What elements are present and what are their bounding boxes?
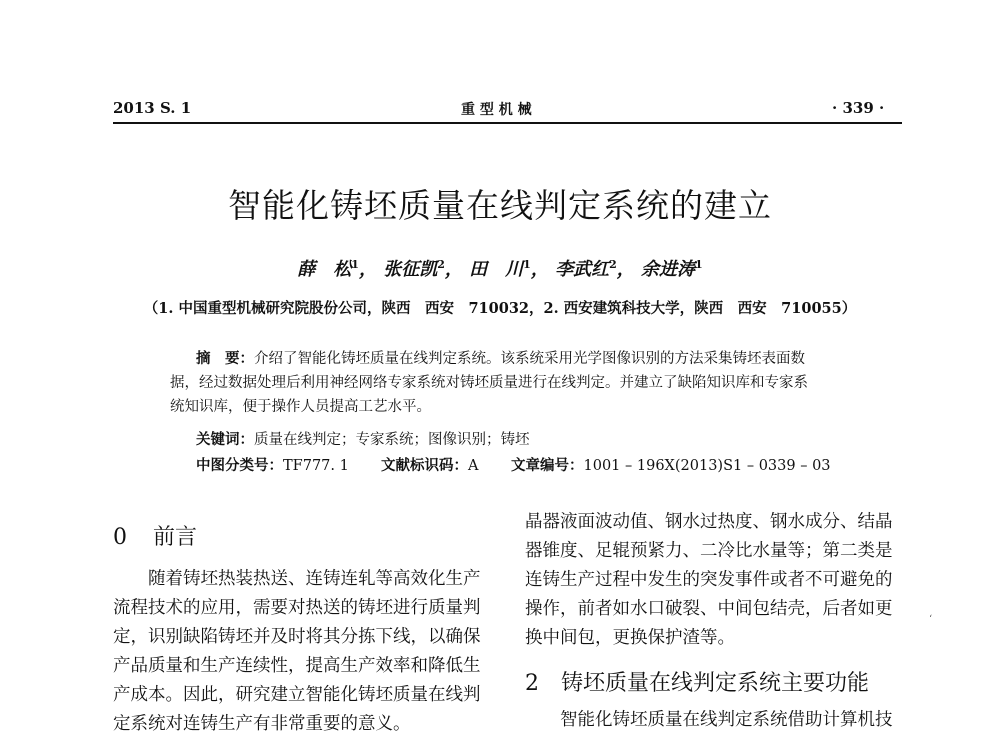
keywords xyxy=(196,428,530,452)
author-name: 张征凯 xyxy=(383,259,438,280)
author-affil-mark: 2 xyxy=(437,258,445,271)
section-number: 0 xyxy=(113,525,127,550)
author-name: 李武红 xyxy=(555,259,610,280)
doc-label: 文献标识码： xyxy=(381,457,468,474)
body-line: 定，识别缺陷铸坯并及时将其分拣下线，以确保 xyxy=(113,627,481,647)
author-name: 薛 松 xyxy=(297,259,352,280)
author-name: 田 川 xyxy=(469,259,524,280)
margin-mark: ʻ xyxy=(929,614,933,625)
abstract-line-2: 据，经过数据处理后利用神经网络专家系统对铸坯质量进行在线判定。并建立了缺陷知识库和专家系 xyxy=(170,375,808,391)
author-affil-mark: 1 xyxy=(523,258,531,271)
clc-value: TF777. 1 xyxy=(283,458,349,474)
author-affil-mark: 2 xyxy=(609,258,617,271)
section-title: 前言 xyxy=(153,525,198,550)
section-2-body-line: 智能化铸坯质量在线判定系统借助计算机技 xyxy=(560,710,893,730)
affiliation: （1. 中国重型机械研究院股份公司，陕西 西安 710032，2. 西安建筑科技大学，陕西 西安 710055） xyxy=(143,300,857,317)
abstract-label: 摘 要： xyxy=(196,350,254,367)
art-value: 1001 – 196X(2013)S1 – 0339 – 03 xyxy=(583,458,831,474)
section-0-body xyxy=(113,565,491,739)
header-page-number: · 339 · xyxy=(832,99,885,117)
body-line: 产成本。因此，研究建立智能化铸坯质量在线判 xyxy=(113,685,481,705)
section-number: 2 xyxy=(525,671,539,696)
header-rule xyxy=(113,122,902,124)
right-column-body xyxy=(525,508,903,653)
paper-title: 智能化铸坯质量在线判定系统的建立 xyxy=(228,186,772,225)
abstract-text: 介绍了智能化铸坯质量在线判定系统。该系统采用光学图像识别的方法采集铸坯表面数 xyxy=(254,351,805,367)
body-line: 连铸生产过程中发生的突发事件或者不可避免的 xyxy=(525,570,893,590)
clc-number xyxy=(196,454,349,478)
clc-label: 中图分类号： xyxy=(196,457,283,474)
header-journal-issue: 2013 S. 1 xyxy=(113,99,192,117)
doc-value: A xyxy=(468,458,479,474)
document-code xyxy=(381,454,478,478)
keywords-value: 质量在线判定；专家系统；图像识别；铸坯 xyxy=(254,432,530,448)
body-line: 随着铸坯热装热送、连铸连轧等高效化生产 xyxy=(148,569,481,589)
body-line: 流程技术的应用，需要对热送的铸坯进行质量判 xyxy=(113,598,481,618)
section-0-heading xyxy=(113,520,197,551)
body-line: 器锥度、足辊预紧力、二冷比水量等；第二类是 xyxy=(525,541,893,561)
author-affil-mark: 1 xyxy=(695,258,703,271)
body-line: 换中间包，更换保护渣等。 xyxy=(525,628,735,648)
abstract-line-3: 统知识库，便于操作人员提高工艺水平。 xyxy=(170,399,431,415)
section-title: 铸坯质量在线判定系统主要功能 xyxy=(561,671,870,696)
abstract-line-1 xyxy=(196,347,805,371)
keywords-label: 关键词： xyxy=(196,431,254,448)
author-affil-mark: 1 xyxy=(351,258,359,271)
body-line: 定系统对连铸生产有非常重要的意义。 xyxy=(113,714,411,734)
body-line: 操作，前者如水口破裂、中间包结壳，后者如更 xyxy=(525,599,893,619)
header-journal-name: 重 型 机 械 xyxy=(461,102,532,118)
section-2-heading xyxy=(525,666,869,697)
body-line: 产品质量和生产连续性，提高生产效率和降低生 xyxy=(113,656,481,676)
author-list: 薛 松$^1$， 张征凯$^2$， 田 川$^1$， 李武红$^2$， 余进涛$^1$ xyxy=(297,258,703,280)
author-name: 余进涛 xyxy=(641,259,696,280)
article-number xyxy=(511,454,831,478)
art-label: 文章编号： xyxy=(511,457,584,474)
body-line: 晶器液面波动值、钢水过热度、钢水成分、结晶 xyxy=(525,512,893,532)
